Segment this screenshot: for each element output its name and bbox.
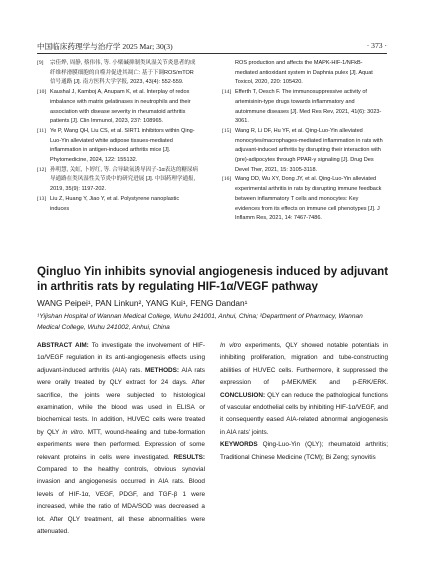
reference-item: [11] Ye P, Wang QH, Liu CS, et al. SIRT1 inhibitors within Qing-Luo-Yin alleviated white adipose tissues-mediated inflammation in antigen-induced arthritis mice [J]. Phytomedicine, 2024, 122: 155132. xyxy=(37,127,195,164)
abstract-methods-in-vitro: in vitro xyxy=(62,428,83,436)
reference-item: [15] Wang R, Li DF, Hu YF, et al. Qing-Luo-Yin alleviated monocytes/macrophages-mediated inflammation in rats with adjuvant-induced arthritis by disrupting their interaction with (pre)-adipocytes through PPAR-γ signaling [J]. Drug Des Devel Ther, 2021, 15: 3105-3118. xyxy=(222,127,383,173)
reference-item: [9] 宗佳烨, 周静, 蔡伟伟, 等. 小檗碱抑制类风湿关节炎患者的成纤维样滑膜细胞的自噬并促进其凋亡: 基于下调ROS/mTOR 信号通路 [J]. 南方医科大学学报, 2023, 43(4): 552-559. xyxy=(37,60,196,86)
reference-item: [10] Kaushal J, Kamboj A, Anupam K, et al. Interplay of redox imbalance with matrix gelatinases in neutrophils and their association with disease severity in rheumatoid arthritis patients [J]. Clin Immunol, 2023, 237: 108965. xyxy=(37,89,191,125)
keywords-text: Qing-Luo-Yin (QLY); rheumatoid arthritis; Traditional Chinese Medicine (TCM); Bi Zeng; synovitis xyxy=(220,441,388,461)
abstract-aim-text: To investigate the involvement of HIF-1α/VEGF regulation in its anti-angiogenesis effects using adjuvant-induced arthritis (AIA) rats. xyxy=(37,342,205,374)
running-header xyxy=(37,41,387,53)
keywords-label: KEYWORDS xyxy=(220,441,258,449)
header-rule xyxy=(37,53,387,54)
reference-item: [14] Efferth T, Oesch F. The immunosuppressive activity of artemisinin-type drugs towards inflammatory and autoimmune diseases [J]. Med Res Rev, 2021, 41(6): 3023-3061. xyxy=(222,89,382,125)
abstract-aim-label: ABSTRACT AIM: xyxy=(37,342,89,349)
abstract-results-in-vitro: In vitro xyxy=(220,342,242,349)
page-number: · 373 · xyxy=(366,41,387,50)
abstract-results-text-cont: experiments, QLY showed notable potentials in inhibiting proliferation, migration and tube-constructing abilities of HUVEC cells. Furthermore, it suppressed the expression of p-MEK/MEK and p-ERK/ERK. xyxy=(220,342,388,387)
article-title: Qingluo Yin inhibits synovial angiogenesis induced by adjuvant in arthritis rats by regulating HIF-1α/VEGF pathway xyxy=(37,265,389,293)
references-right-column xyxy=(222,59,384,224)
abstract-left-column xyxy=(37,340,205,539)
reference-item: [13] Liu Z, Huang Y, Jiao Y, et al. Polystyrene nanoplastic induces xyxy=(37,195,180,212)
reference-item: [12] 孙明慧, 关虹, 卜婷红, 等. 合导缺氧诱导因子-1α表达的糖尿病导通路在类风湿性关节炎中的研究进展 [J]. 中国药理学通报, 2019, 35(9): 1197-202. xyxy=(37,166,199,193)
affiliations: ¹Yijishan Hospital of Wannan Medical College, Wuhu 241001, Anhui, China; ²Department of Pharmacy, Wannan Medical College, Wuhu 241002, Anhui, China xyxy=(37,313,363,331)
journal-citation: 中国临床药理学与治疗学 2025 Mar; 30(3) xyxy=(37,42,173,51)
abstract-methods-label: METHODS: xyxy=(144,366,180,374)
abstract-methods-text-cont: . MTT, wound-healing and tube-formation experiments were then performed. Expression of some relevant proteins in cells were investigated. xyxy=(37,428,206,461)
reference-item: ROS production and affects the MAPK-HIF-1/NFkB-mediated antioxidant system in Daphnia pulex [J]. Aquat Toxicol, 2020, 220: 105420. xyxy=(235,60,373,86)
abstract-right-column xyxy=(220,340,388,464)
abstract-conclusion-label: CONCLUSION: xyxy=(220,391,266,399)
references-left-column xyxy=(37,59,199,214)
abstract-results-text: Compared to the healthy controls, obvious synovial invasion and angiogenesis occurred in AIA rats. Blood levels of HIF-1α, VEGF, PDGF, and TGF-β 1 were increased, while the ratio of MDA/SOD was decreased a lot. After QLY treatment, all these abnormalities were attenuated. xyxy=(37,466,205,536)
abstract-conclusion-text: QLY can reduce the pathological functions of vascular endothelial cells by inhibiting HIF-1α/VEGF, and it consequently eased AIA-related abnormal angiogenesis in AIA rats' joints. xyxy=(220,391,388,436)
abstract-results-label: RESULTS: xyxy=(173,453,206,461)
author-list: WANG Peipei¹, PAN Linkun², YANG Kui¹, FENG Dandan¹ xyxy=(37,298,248,308)
abstract-methods-text: AIA rats were orally treated by QLY extract for 24 days. After sacrifice, the joints were subjected to histological examination, while the blood was used in ELISA or biochemical tests. In addition, HUVEC cells were treated by QLY xyxy=(37,366,205,436)
reference-item: [16] Wang DD, Wu XY, Dong JY, et al. Qing-Luo-Yin alleviated experimental arthritis in rats by disrupting immune feedback between inflammatory T cells and monocytes: Key evidences from its effects on immune cell phenotypes [J]. J Inflamm Res, 2021, 14: 7467-7486. xyxy=(222,176,382,222)
